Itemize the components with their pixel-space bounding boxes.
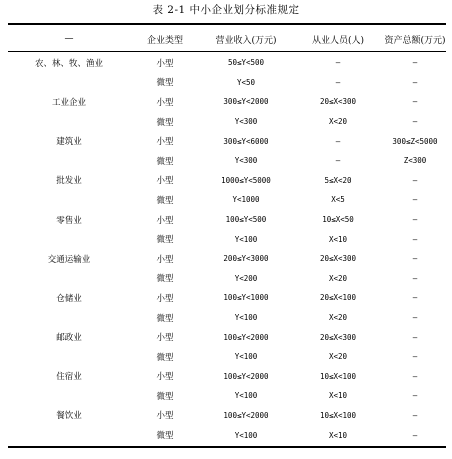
assets-cell: — <box>412 410 418 420</box>
industry-cell <box>8 151 130 171</box>
revenue-cell: 300≤Y<2000 <box>223 97 269 107</box>
enterprise-type-cell: 小型 <box>156 137 174 148</box>
revenue-cell: 200≤Y<3000 <box>223 254 269 264</box>
industry-cell: 餐饮业 <box>56 411 82 422</box>
staff-cell: X<10 <box>328 430 348 440</box>
table-row <box>8 112 446 132</box>
staff-cell: 5≤X<20 <box>324 175 352 185</box>
enterprise-type-cell: 小型 <box>156 58 174 69</box>
industry-cell <box>8 73 130 93</box>
revenue-cell: Y<100 <box>234 313 258 323</box>
assets-cell: — <box>412 391 418 401</box>
staff-cell: X<20 <box>328 313 348 323</box>
enterprise-type-cell: 微型 <box>156 313 174 324</box>
table-row <box>8 73 446 93</box>
table-row <box>8 386 446 406</box>
staff-cell: 10≤X<100 <box>319 410 357 420</box>
table-row <box>8 249 446 269</box>
table-row <box>8 229 446 249</box>
staff-cell: 20≤X<100 <box>319 293 357 303</box>
industry-cell <box>8 347 130 367</box>
assets-cell: — <box>412 97 418 107</box>
assets-cell: — <box>412 215 418 225</box>
assets-cell: — <box>412 175 418 185</box>
enterprise-type-cell: 小型 <box>156 333 174 344</box>
industry-cell <box>8 229 130 249</box>
enterprise-type-cell: 微型 <box>156 117 174 128</box>
table-caption: 表 2-1 中小企业划分标准规定 <box>152 4 300 16</box>
header-assets: 资产总额(万元) <box>384 35 446 46</box>
revenue-cell: 300≤Y<6000 <box>223 136 269 146</box>
revenue-cell: 100≤Y<2000 <box>223 410 269 420</box>
revenue-cell: Y<100 <box>234 234 258 244</box>
table-row <box>8 53 446 73</box>
revenue-cell: Y<100 <box>234 352 258 362</box>
staff-cell: 10≤X<50 <box>322 215 354 225</box>
table-row <box>8 131 446 151</box>
staff-cell: 20≤X<300 <box>319 97 357 107</box>
revenue-cell: Y<100 <box>234 391 258 401</box>
assets-cell: — <box>412 77 418 87</box>
assets-cell: — <box>412 430 418 440</box>
industry-cell: 工业企业 <box>51 97 86 108</box>
table-row <box>8 92 446 112</box>
industry-cell <box>8 190 130 210</box>
industry-cell <box>8 386 130 406</box>
table-row <box>8 308 446 328</box>
table-row <box>8 190 446 210</box>
staff-cell: X<20 <box>328 273 348 283</box>
enterprise-type-cell: 微型 <box>156 431 174 442</box>
industry-cell <box>8 112 130 132</box>
table-row <box>8 269 446 289</box>
table-header-rule <box>8 51 446 52</box>
enterprise-type-cell: 小型 <box>156 97 174 108</box>
assets-cell: — <box>412 371 418 381</box>
industry-cell: 农、林、牧、渔业 <box>34 58 103 69</box>
table-row <box>8 151 446 171</box>
enterprise-type-cell: 微型 <box>156 156 174 167</box>
revenue-cell: 1000≤Y<5000 <box>221 175 271 185</box>
staff-cell: X<5 <box>331 195 345 205</box>
industry-cell: 邮政业 <box>56 333 82 344</box>
industry-cell: 交通运输业 <box>47 254 91 265</box>
revenue-cell: 50≤Y<500 <box>227 58 265 68</box>
enterprise-type-cell: 小型 <box>156 293 174 304</box>
table-top-rule <box>8 23 446 25</box>
table-row <box>8 347 446 367</box>
assets-cell: 300≤Z<5000 <box>392 136 438 146</box>
staff-cell: — <box>335 58 341 68</box>
revenue-cell: Y<50 <box>236 77 256 87</box>
industry-cell <box>8 269 130 289</box>
revenue-cell: 100≤Y<2000 <box>223 332 269 342</box>
header-staff: 从业人员(人) <box>311 35 365 46</box>
enterprise-type-cell: 微型 <box>156 274 174 285</box>
enterprise-type-cell: 小型 <box>156 411 174 422</box>
staff-cell: 20≤X<300 <box>319 254 357 264</box>
staff-cell: X<20 <box>328 117 348 127</box>
enterprise-type-cell: 小型 <box>156 215 174 226</box>
enterprise-type-cell: 小型 <box>156 372 174 383</box>
table-row <box>8 425 446 445</box>
revenue-cell: Y<100 <box>234 430 258 440</box>
revenue-cell: 100≤Y<1000 <box>223 293 269 303</box>
table-bottom-rule <box>8 446 446 448</box>
industry-cell: 建筑业 <box>56 137 82 148</box>
revenue-cell: 100≤Y<500 <box>225 215 267 225</box>
table-row <box>8 327 446 347</box>
staff-cell: X<10 <box>328 234 348 244</box>
enterprise-type-cell: 小型 <box>156 176 174 187</box>
staff-cell: 10≤X<100 <box>319 371 357 381</box>
enterprise-type-cell: 微型 <box>156 235 174 246</box>
revenue-cell: Y<1000 <box>232 195 260 205</box>
assets-cell: — <box>412 352 418 362</box>
revenue-cell: Y<200 <box>234 273 258 283</box>
assets-cell: — <box>412 254 418 264</box>
staff-cell: — <box>335 156 341 166</box>
assets-cell: — <box>412 293 418 303</box>
assets-cell: — <box>412 313 418 323</box>
assets-cell: — <box>412 117 418 127</box>
industry-cell <box>8 308 130 328</box>
staff-cell: X<10 <box>328 391 348 401</box>
table-row <box>8 210 446 230</box>
enterprise-type-cell: 微型 <box>156 391 174 402</box>
table-row <box>8 367 446 387</box>
enterprise-type-cell: 微型 <box>156 352 174 363</box>
industry-cell <box>8 425 130 445</box>
table-header-row <box>8 32 446 46</box>
staff-cell: — <box>335 77 341 87</box>
table-row <box>8 406 446 426</box>
assets-cell: Z<300 <box>403 156 427 166</box>
enterprise-type-cell: 微型 <box>156 78 174 89</box>
table-row <box>8 288 446 308</box>
header-revenue: 营业收入(万元) <box>215 35 277 46</box>
assets-cell: — <box>412 58 418 68</box>
assets-cell: — <box>412 332 418 342</box>
assets-cell: — <box>412 195 418 205</box>
industry-cell: 批发业 <box>56 176 82 187</box>
enterprise-type-cell: 小型 <box>156 254 174 265</box>
assets-cell: — <box>412 273 418 283</box>
header-enterprise-type: 企业类型 <box>146 35 183 46</box>
staff-cell: — <box>335 136 341 146</box>
industry-cell: 零售业 <box>56 215 82 226</box>
table-body <box>8 53 446 445</box>
revenue-cell: 100≤Y<2000 <box>223 371 269 381</box>
staff-cell: 20≤X<300 <box>319 332 357 342</box>
header-industry: — <box>64 34 74 44</box>
enterprise-type-cell: 微型 <box>156 195 174 206</box>
assets-cell: — <box>412 234 418 244</box>
table-row <box>8 171 446 191</box>
industry-cell: 住宿业 <box>56 372 82 383</box>
staff-cell: X<20 <box>328 352 348 362</box>
industry-cell: 仓储业 <box>56 293 82 304</box>
revenue-cell: Y<300 <box>234 156 258 166</box>
revenue-cell: Y<300 <box>234 117 258 127</box>
